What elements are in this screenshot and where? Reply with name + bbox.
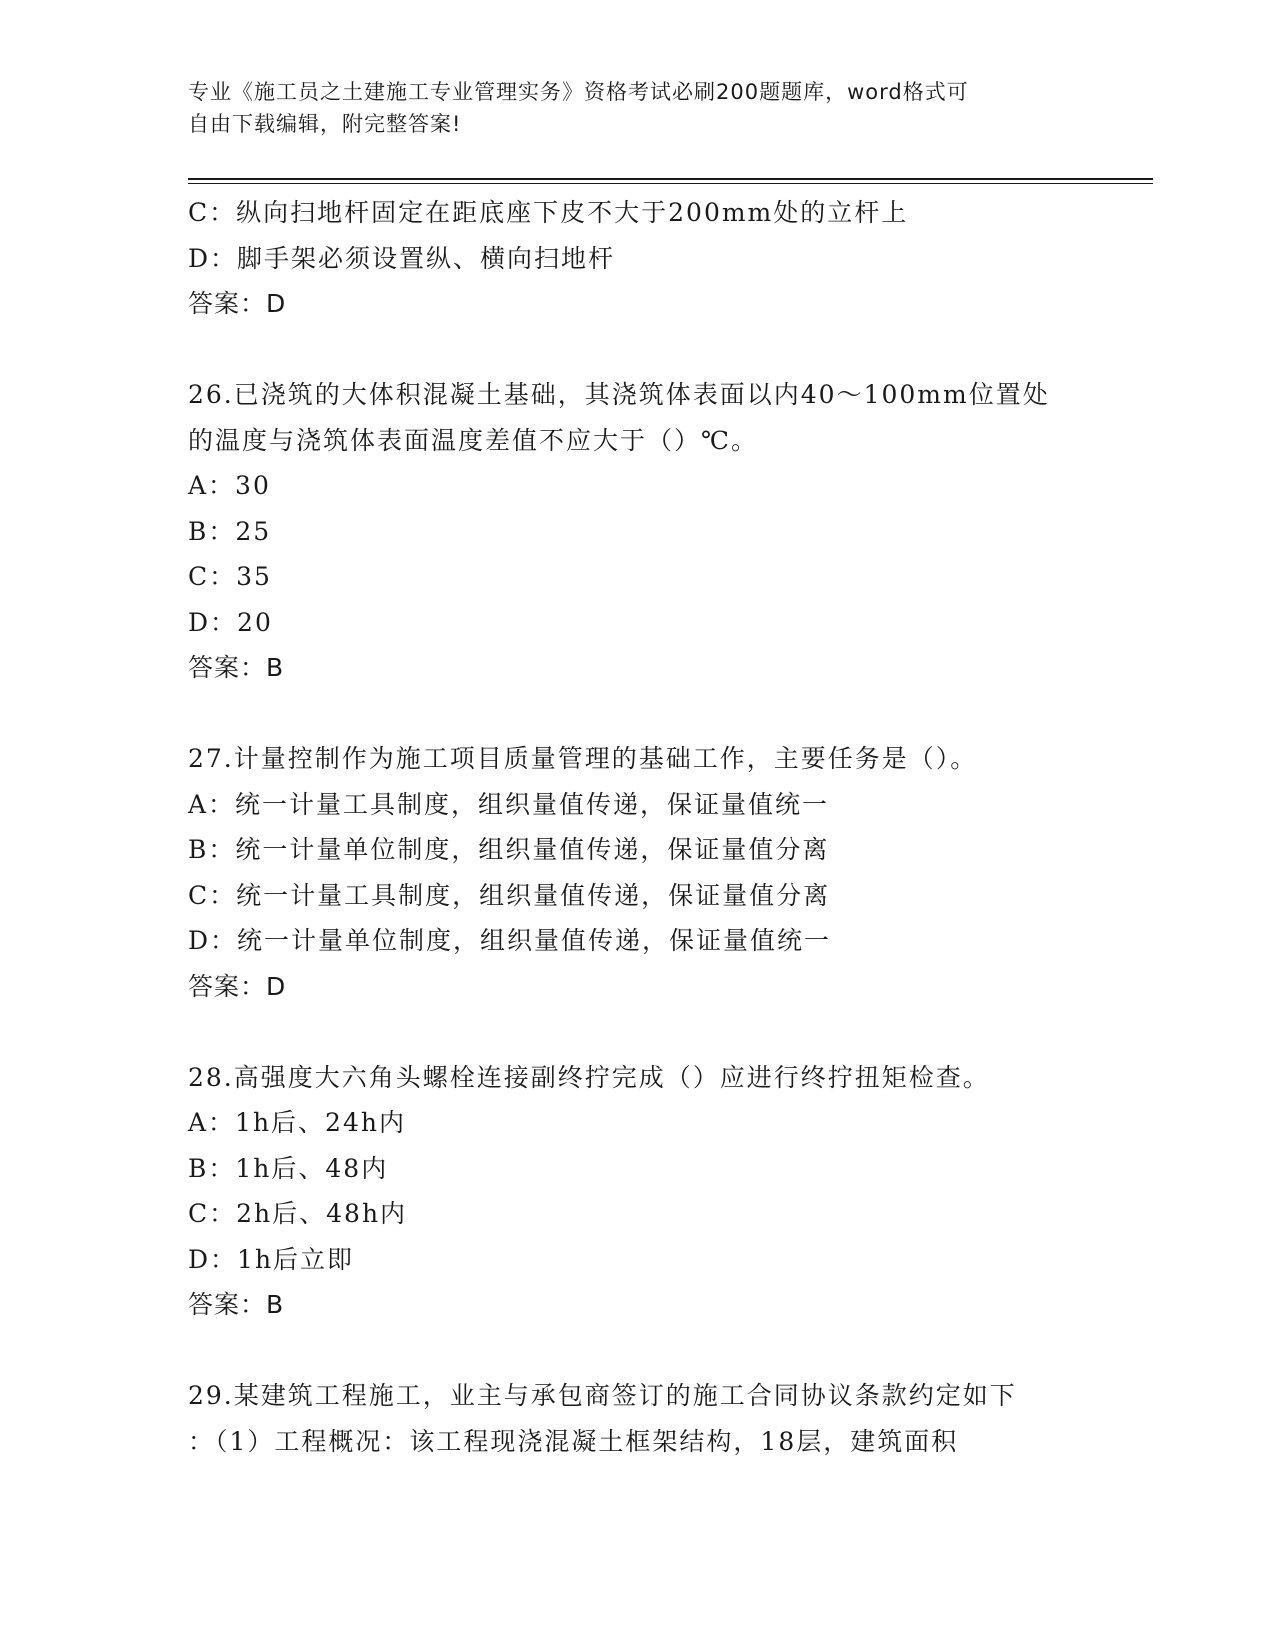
question-stem: 27.计量控制作为施工项目质量管理的基础工作，主要任务是（）。 (188, 744, 978, 773)
option-b: B：1h后、48内 (188, 1153, 389, 1183)
document-header (188, 76, 1068, 140)
option-d: D：1h后立即 (188, 1244, 355, 1274)
header-line-1: 专业《施工员之土建施工专业管理实务》资格考试必刷200题题库，word格式可 (188, 80, 969, 104)
document-body (188, 190, 1088, 1464)
option-b: B：统一计量单位制度，组织量值传递，保证量值分离 (188, 835, 830, 864)
option-b: B：25 (188, 516, 272, 546)
question-stem: 29.某建筑工程施工，业主与承包商签订的施工合同协议条款约定如下 (188, 1381, 1017, 1410)
option-c: C：2h后、48h内 (188, 1199, 408, 1228)
question-28 (188, 1055, 1088, 1328)
question-stem: 28.高强度大六角头螺栓连接副终拧完成（）应进行终拧扭矩检查。 (188, 1062, 990, 1092)
spacer (188, 1328, 1088, 1374)
answer: 答案：D (188, 289, 287, 318)
answer: 答案：B (188, 1290, 285, 1319)
question-25-tail (188, 190, 1088, 327)
spacer (188, 691, 1088, 737)
option-c: C：纵向扫地杆固定在距底座下皮不大于200mm处的立杆上 (188, 198, 909, 227)
question-stem: 26.已浇筑的大体积混凝土基础，其浇筑体表面以内40～100mm位置处 (188, 380, 1050, 409)
question-stem-continued: 的温度与浇筑体表面温度差值不应大于（）℃。 (188, 425, 758, 455)
spacer (188, 327, 1088, 373)
option-a: A：30 (188, 471, 271, 500)
header-line-2: 自由下载编辑，附完整答案! (188, 112, 462, 136)
option-d: D：脚手架必须设置纵、横向扫地杆 (188, 243, 616, 273)
question-stem-continued: ：（1）工程概况：该工程现浇混凝土框架结构，18层，建筑面积 (188, 1426, 959, 1456)
option-a: A：1h后、24h内 (188, 1108, 406, 1137)
header-rule-thin (188, 183, 1153, 184)
option-d: D：统一计量单位制度，组织量值传递，保证量值统一 (188, 926, 832, 955)
option-c: C：统一计量工具制度，组织量值传递，保证量值分离 (188, 880, 831, 910)
option-d: D：20 (188, 607, 273, 637)
option-a: A：统一计量工具制度，组织量值传递，保证量值统一 (188, 789, 830, 819)
header-rule-thick (188, 178, 1153, 180)
question-26 (188, 372, 1088, 691)
question-27 (188, 736, 1088, 1009)
option-c: C：35 (188, 562, 272, 591)
answer: 答案：B (188, 653, 285, 682)
answer: 答案：D (188, 971, 287, 1001)
question-29 (188, 1373, 1088, 1464)
spacer (188, 1009, 1088, 1055)
